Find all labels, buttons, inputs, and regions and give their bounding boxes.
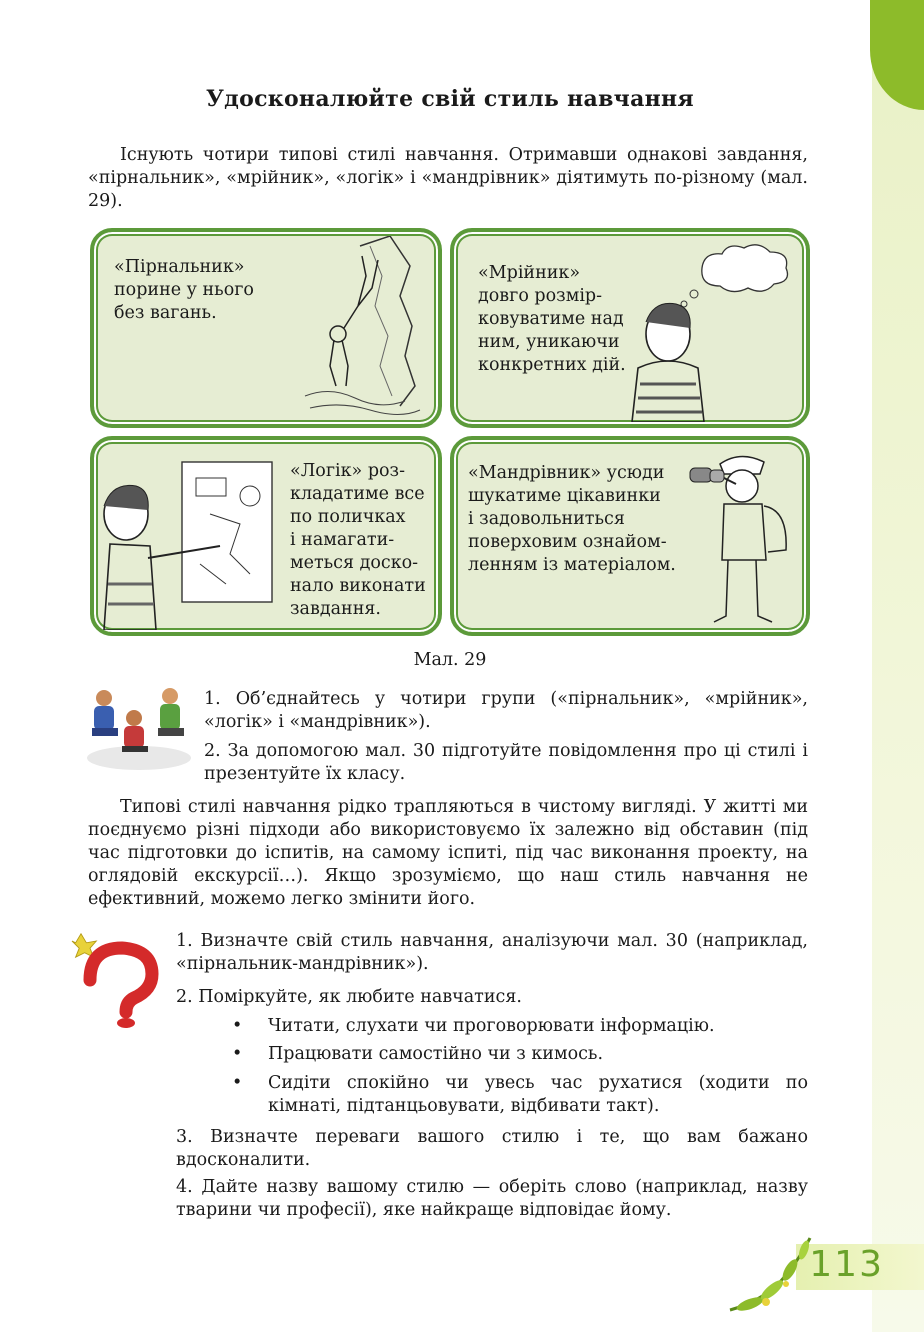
intro-paragraph: Існують чотири типові стилі навчання. Отримавши однакові завдання, «пірнальник», «мрійник», «логік» і «мандрівник» діятимуть по-різному (мал. 29).	[88, 145, 808, 211]
diver-illustration	[300, 236, 430, 416]
panel-dreamer	[450, 228, 810, 428]
group-discussion-icon	[84, 684, 194, 772]
panel-logician	[90, 436, 442, 636]
body-paragraph: Типові стилі навчання рідко трапляються в чистому вигляді. У житті ми поєднуємо різні підходи або використовуємо їх залежно від обставин (під час підготовки до іспитів, на самому іспиті, під час виконання проекту, на оглядовій екскурсії…). Якщо зрозуміємо, що наш стиль навчання не ефективний, можемо легко змінити його.	[88, 797, 808, 909]
group-task-2: 2. За допомогою мал. 30 підготуйте повідомлення про ці стилі і презентуйте їх класу.	[204, 741, 808, 784]
traveler-illustration	[680, 450, 800, 630]
leaf-ornament-icon	[720, 1232, 820, 1318]
panel-diver-text: «Пірнальник» порине у нього без вагань.	[114, 257, 254, 323]
panel-traveler	[450, 436, 810, 636]
dreamer-illustration	[624, 238, 800, 422]
page-number: 113	[809, 1244, 884, 1285]
panel-traveler-text: «Мандрівник» усюди шукатиме цікавинки і задовольниться поверховим ознайом- ленням із матеріалом.	[468, 463, 676, 575]
bullet-item-1: Читати, слухати чи проговорювати інформацію.	[268, 1016, 715, 1036]
bullet-marker-1: •	[232, 1016, 243, 1036]
panel-diver	[90, 228, 442, 428]
question-2: 2. Поміркуйте, як любите навчатися.	[176, 987, 522, 1007]
bullet-item-3: Сидіти спокійно чи увесь час рухатися (ходити по кімнаті, підтанцьовувати, відбивати такт).	[268, 1073, 808, 1116]
bullet-marker-2: •	[232, 1044, 243, 1064]
figure-caption: Мал. 29	[413, 650, 487, 670]
question-1: 1. Визначте свій стиль навчання, аналізуючи мал. 30 (наприклад, «пірнальник-мандрівник»).	[176, 931, 808, 974]
page-title: Удосконалюйте свій стиль навчання	[205, 86, 694, 112]
question-mark-icon	[68, 928, 160, 1028]
bullet-marker-3: •	[232, 1073, 243, 1093]
logician-illustration	[100, 454, 280, 630]
panel-dreamer-text: «Мрійник» довго розмір- ковуватиме над ним, уникаючи конкретних дій.	[478, 263, 626, 375]
panel-logician-text: «Логік» роз- кладатиме все по поличках і намагати- меться доско- нало виконати завдання.	[290, 461, 426, 619]
group-task-1: 1. Об’єднайтесь у чотири групи («пірнальник», «мрійник», «логік» і «мандрівник»).	[204, 689, 808, 732]
question-3: 3. Визначте переваги вашого стилю і те, що вам бажано вдосконалити.	[176, 1127, 808, 1170]
bullet-item-2: Працювати самостійно чи з кимось.	[268, 1044, 604, 1064]
question-4: 4. Дайте назву вашому стилю — оберіть слово (наприклад, назву тварини чи професії), яке найкраще відповідає йому.	[176, 1177, 808, 1220]
